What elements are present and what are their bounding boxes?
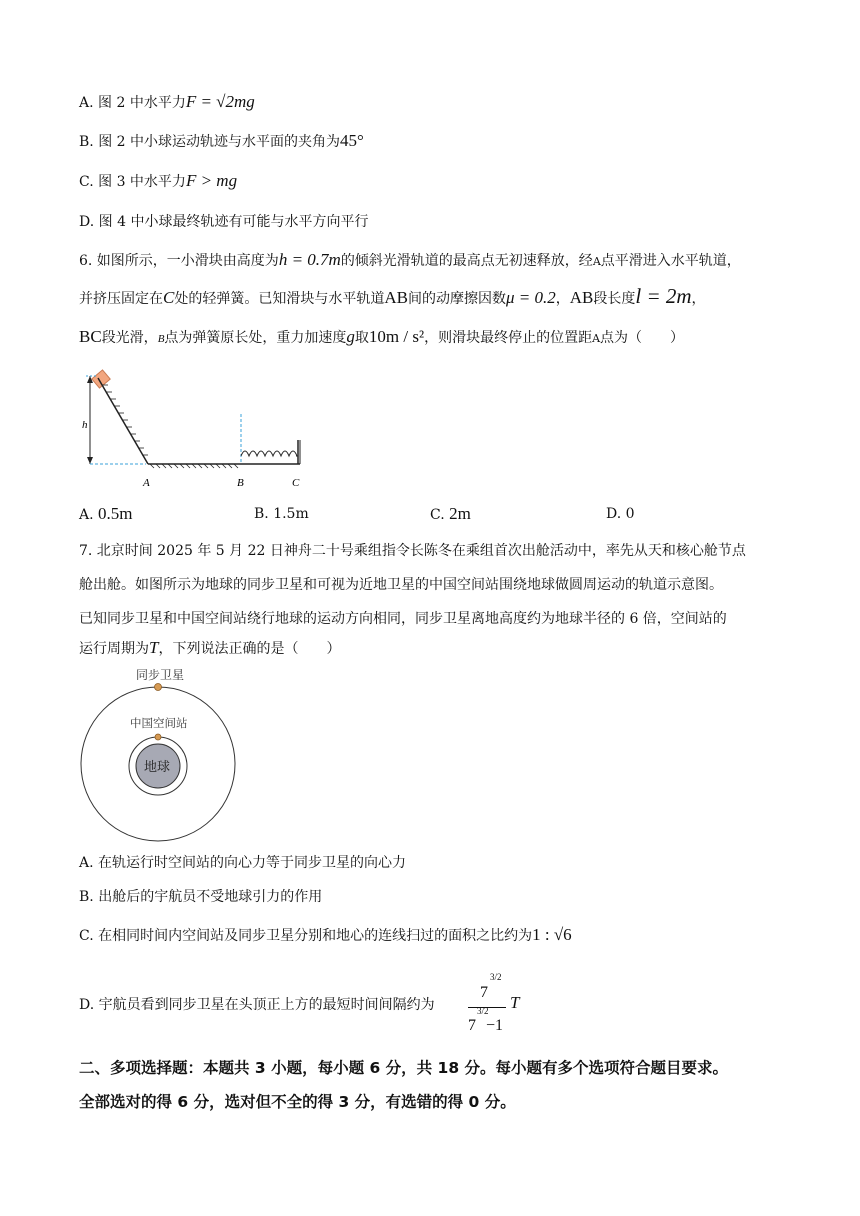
q7-option-d-fraction: 7 3/2 7 3/2 −1: [466, 970, 516, 1042]
q5-option-b: B. 图 2 中小球运动轨迹与水平面的夹角为45°: [79, 131, 364, 150]
q6-option-c: C. 2m: [430, 504, 471, 523]
q7-orbit-figure: [78, 664, 240, 844]
q6-line-1: 6. 如图所示，一小滑块由高度为h = 0.7m的倾斜光滑轨道的最高点无初速释放，经A点平滑进入水平轨道，: [79, 250, 741, 269]
q7-line-2: 舱出舱。如图所示为地球的同步卫星和可视为近地卫星的中国空间站围绕地球做圆周运动的轨道示意图。: [79, 577, 723, 593]
station-dot: [155, 734, 161, 740]
incline: [98, 378, 148, 464]
q7-option-d-T: T: [510, 993, 520, 1012]
q7-option-a: A. 在轨运行时空间站的向心力等于同步卫星的向心力: [79, 855, 407, 871]
q7-line-3: 已知同步卫星和中国空间站绕行地球的运动方向相同，同步卫星离地高度约为地球半径的 6 倍，空间站的: [79, 611, 727, 627]
q5-option-a: A. 图 2 中水平力F = √2mg: [79, 92, 255, 111]
sync-satellite-label: 同步卫星: [136, 668, 185, 682]
q6-option-d: D. 0: [606, 506, 635, 522]
q6-option-a: A. 0.5m: [79, 504, 133, 523]
q7-line-4: 运行周期为T，下列说法正确的是（ ）: [79, 638, 341, 657]
q7-option-d: D. 宇航员看到同步卫星在头顶正上方的最短时间间隔约为: [79, 997, 435, 1013]
q6-track-figure: [78, 368, 318, 492]
point-b-label: B: [237, 477, 244, 489]
station-label: 中国空间站: [130, 718, 188, 730]
q6-option-b: B. 1.5m: [254, 506, 309, 522]
q7-option-c: C. 在相同时间内空间站及同步卫星分别和地心的连线扫过的面积之比约为1 : √6: [79, 925, 572, 944]
q7-line-1: 7. 北京时间 2025 年 5 月 22 日神舟二十号乘组指令长陈冬在乘组首次出舱活动中，率先从天和核心舱节点: [79, 543, 746, 559]
height-label: h: [82, 419, 88, 431]
q7-option-b: B. 出舱后的宇航员不受地球引力的作用: [79, 889, 323, 905]
point-a-label: A: [143, 477, 150, 489]
q5-option-d: D. 图 4 中小球最终轨迹有可能与水平方向平行: [79, 214, 369, 230]
sync-satellite-dot: [155, 684, 162, 691]
point-c-label: C: [292, 477, 300, 489]
q5-option-c: C. 图 3 中水平力F > mg: [79, 171, 238, 190]
q6-line-3: BC段光滑，B点为弹簧原长处，重力加速度g取10m / s²，则滑块最终停止的位置距A点为（ ）: [79, 327, 685, 346]
section-2-line-2: 全部选对的得 6 分，选对但不全的得 3 分，有选错的得 0 分。: [79, 1093, 516, 1111]
q6-line-2: 并挤压固定在C处的轻弹簧。已知滑块与水平轨道AB间的动摩擦因数μ = 0.2，AB段长度l = 2m，: [79, 284, 706, 308]
earth-label: 地球: [144, 759, 171, 774]
section-2-line-1: 二、多项选择题：本题共 3 小题，每小题 6 分，共 18 分。每小题有多个选项符合题目要求。: [79, 1059, 729, 1077]
spring: [241, 451, 297, 456]
